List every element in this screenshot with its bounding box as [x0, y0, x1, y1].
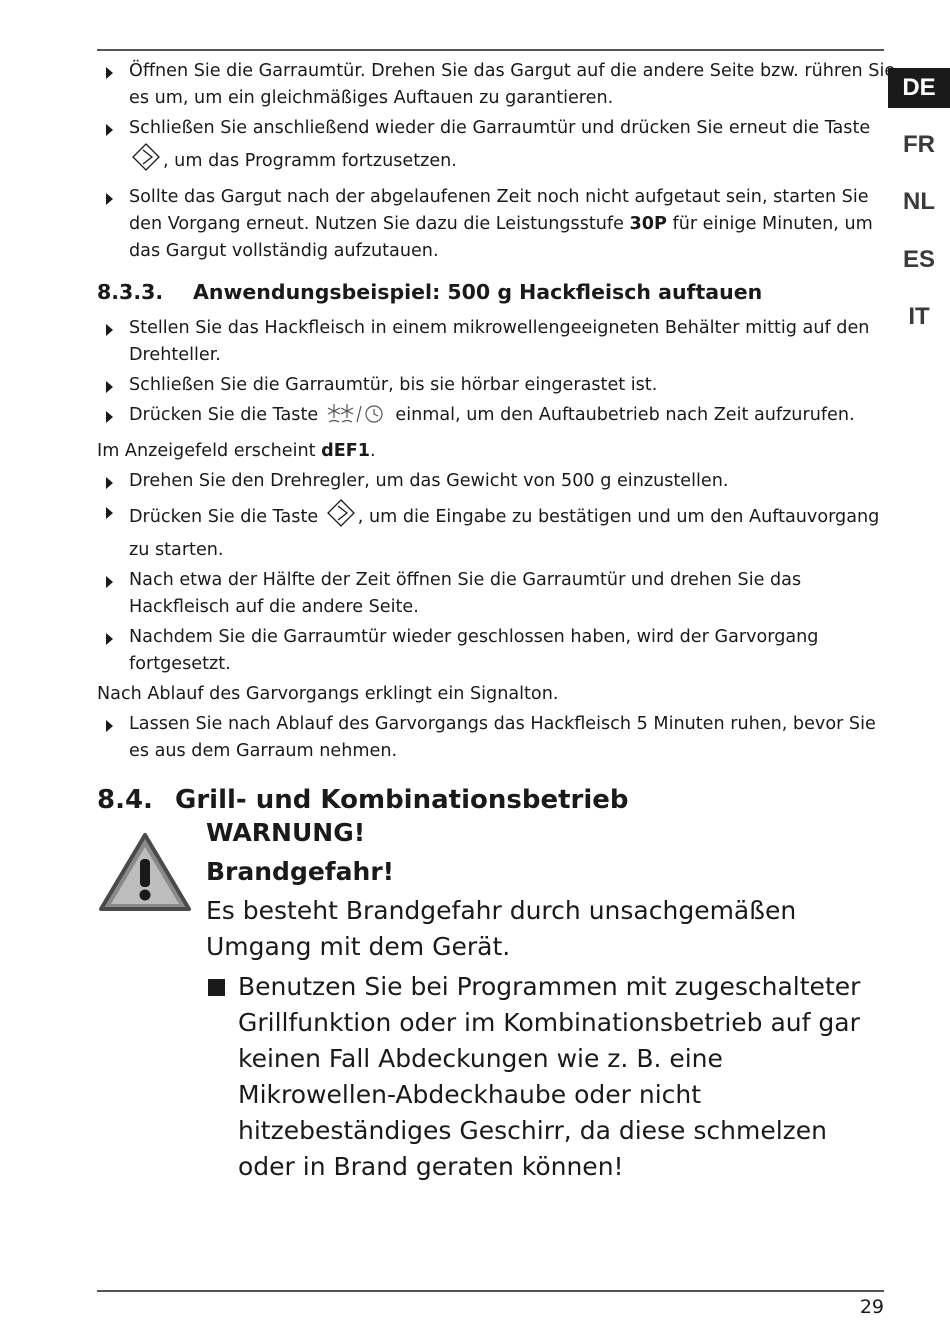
- list-item: Lassen Sie nach Ablauf des Garvorgangs das Hackfleisch 5 Minuten ruhen, bevor Sie es aus dem Garraum nehmen.: [97, 711, 897, 765]
- lang-tab-de: DE: [888, 68, 950, 108]
- list-item: Stellen Sie das Hackfleisch in einem mikrowellengeeigneten Behälter mittig auf den Drehteller.: [97, 315, 897, 369]
- lang-tab-it: IT: [908, 303, 930, 330]
- square-bullet-icon: [208, 979, 225, 996]
- warning-item: Benutzen Sie bei Programmen mit zugeschalteter Grillfunktion oder im Kombinationsbetrieb auf gar keinen Fall Abdeckungen wie z. B. eine Mikrowellen-Abdeckhaube oder nicht hitzebeständiges Geschirr, da diese schmelzen oder in Brand geraten können!: [206, 969, 886, 1185]
- list-item: Schließen Sie anschließend wieder die Garraumtür und drücken Sie erneut die Taste , um das Programm fortzusetzen.: [97, 115, 897, 181]
- list-item: Drücken Sie die Taste einmal, um den Auftaubetrieb nach Zeit aufzurufen.: [97, 402, 897, 435]
- list-item: Öffnen Sie die Garraumtür. Drehen Sie das Gargut auf die andere Seite bzw. rühren Sie es um, um ein gleichmäßiges Auftauen zu garantieren.: [97, 58, 897, 112]
- warning-hazard: Brandgefahr!: [206, 857, 395, 886]
- page-content: [97, 58, 897, 814]
- defrost-timer-key-icon: [326, 402, 388, 435]
- bullet-arrow-icon: [106, 507, 113, 519]
- lang-tab-fr: FR: [903, 131, 935, 158]
- list-item: Drücken Sie die Taste , um die Eingabe zu bestätigen und um den Auftauvorgang zu starten.: [97, 498, 897, 564]
- bullet-arrow-icon: [106, 576, 113, 588]
- bullet-arrow-icon: [106, 381, 113, 393]
- bullet-arrow-icon: [106, 124, 113, 136]
- page-number: 29: [859, 1296, 884, 1318]
- lang-tab-es: ES: [902, 246, 935, 273]
- power-level-display: 30P: [629, 214, 667, 234]
- section-heading-84: 8.4. Grill- und Kombinationsbetrieb: [97, 785, 629, 815]
- bullet-arrow-icon: [106, 411, 113, 423]
- warning-label: WARNUNG!: [206, 818, 366, 847]
- bullet-arrow-icon: [106, 633, 113, 645]
- bullet-arrow-icon: [106, 193, 113, 205]
- start-key-icon: [131, 142, 161, 181]
- lang-tab-nl: NL: [903, 188, 935, 215]
- bullet-arrow-icon: [106, 67, 113, 79]
- warning-description: Es besteht Brandgefahr durch unsachgemäßen Umgang mit dem Gerät.: [206, 896, 797, 961]
- list-item: Nachdem Sie die Garraumtür wieder geschlossen haben, wird der Garvorgang fortgesetzt.: [97, 624, 897, 678]
- list-item: Sollte das Gargut nach der abgelaufenen Zeit noch nicht aufgetaut sein, starten Sie den Vorgang erneut. Nutzen Sie dazu die Leistungsstufe 30P für einige Minuten, um das Gargut vollständig aufzutauen.: [97, 184, 897, 265]
- bullet-arrow-icon: [106, 324, 113, 336]
- display-readout: dEF1: [321, 441, 370, 461]
- list-item: Nach etwa der Hälfte der Zeit öffnen Sie die Garraumtür und drehen Sie das Hackfleisch auf die andere Seite.: [97, 567, 897, 621]
- bullet-arrow-icon: [106, 720, 113, 732]
- footer-rule: [97, 1290, 884, 1292]
- warning-triangle-icon: [97, 831, 193, 919]
- list-item: Schließen Sie die Garraumtür, bis sie hörbar eingerastet ist.: [97, 372, 897, 399]
- header-rule: [97, 49, 884, 51]
- start-key-icon: [326, 498, 356, 537]
- list-item: Drehen Sie den Drehregler, um das Gewicht von 500 g einzustellen.: [97, 468, 897, 495]
- paragraph: Nach Ablauf des Garvorgangs erklingt ein Signalton.: [97, 684, 559, 704]
- section-heading-833: 8.3.3. Anwendungsbeispiel: 500 g Hackfleisch auftauen: [97, 280, 763, 304]
- paragraph: Im Anzeigefeld erscheint dEF1.: [97, 441, 376, 461]
- bullet-arrow-icon: [106, 477, 113, 489]
